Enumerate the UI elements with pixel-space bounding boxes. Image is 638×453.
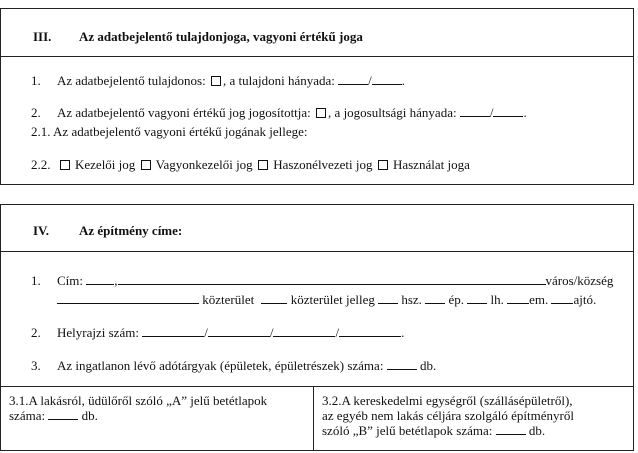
cell-a-attachments: 3.1.A lakásról, üdülőről szóló „A” jelű betétlapok száma: db. bbox=[1, 387, 314, 450]
section-4-title: Az építmény címe: bbox=[79, 223, 183, 238]
parcel-number-field-4[interactable] bbox=[339, 326, 401, 337]
staircase-field[interactable] bbox=[467, 293, 487, 304]
building-field[interactable] bbox=[425, 293, 445, 304]
b-attachment-count-field[interactable] bbox=[496, 424, 526, 435]
ownership-share-numerator-field[interactable] bbox=[338, 74, 368, 85]
postal-code-field[interactable] bbox=[86, 274, 114, 285]
section-3-header bbox=[1, 9, 633, 57]
door-field[interactable] bbox=[551, 293, 573, 304]
section-3-box: III. Az adatbejelentő tulajdonjoga, vagyoni értékű joga 1. Az adatbejelentő tulajdonos: , a tulajdoni hányada: / . 2. Az adatbejelentő vagyoni értékű jog jogosítottja: , a jogosultsági hányada: / . 2.1. Az adatbejelentő vagyoni értékű jogának jellege: 2.2. Kezelői jog Vagyonkezelői jog Haszonélvezeti jog Használat joga bbox=[0, 8, 634, 185]
kezeloi-jog-checkbox[interactable] bbox=[60, 160, 70, 170]
section-3-title: Az adatbejelentő tulajdonjoga, vagyoni értékű joga bbox=[79, 29, 363, 44]
right-holder-checkbox[interactable] bbox=[316, 108, 326, 118]
haszonelvezeti-jog-checkbox[interactable] bbox=[258, 160, 268, 170]
city-field[interactable] bbox=[118, 274, 546, 285]
house-number-field[interactable] bbox=[378, 293, 398, 304]
section-3-item-2-2: 2.2. Kezelői jog Vagyonkezelői jog Haszonélvezeti jog Használat joga bbox=[31, 157, 470, 172]
address-line-2: közterület közterület jelleg hsz. ép. lh. em. ajtó. bbox=[57, 292, 596, 308]
a-attachment-count-field[interactable] bbox=[48, 409, 78, 420]
vagyonkezeloi-jog-checkbox[interactable] bbox=[141, 160, 151, 170]
parcel-number-field-3[interactable] bbox=[273, 326, 335, 337]
street-type-field[interactable] bbox=[261, 293, 287, 304]
right-share-numerator-field[interactable] bbox=[460, 106, 490, 117]
attachment-counts-row bbox=[1, 386, 633, 450]
address-label: Cím: bbox=[57, 273, 84, 288]
section-4-header bbox=[1, 205, 633, 252]
owner-checkbox[interactable] bbox=[211, 76, 221, 86]
hasznalat-joga-checkbox[interactable] bbox=[378, 160, 388, 170]
floor-field[interactable] bbox=[507, 293, 529, 304]
ownership-share-denominator-field[interactable] bbox=[372, 74, 402, 85]
cell-b-attachments: 3.2.A kereskedelmi egységről (szállásépületről), az egyéb nem lakás céljára szolgáló építményről szóló „B” jelű betétlapok száma: db. bbox=[322, 393, 574, 438]
section-4-number: IV. bbox=[33, 223, 50, 238]
section-4-box: IV. Az építmény címe: 1. Cím: , város/község közterület közterület jelleg hsz. ép. lh. em. ajtó. 2. Helyrajzi szám: / / / . 3. Az ingatlanon lévő adótárgyak (épületek, épületrészek) száma: db. 3.1.A lakásról, üdülőről szóló „A” jelű betétlapok száma: db. 3.2.A kereskedelmi egységről (szállásépületről), az egyéb nem lakás céljára szolgáló építményről szóló „B” jelű betétlapok száma: db. bbox=[0, 204, 634, 451]
hasznalat-joga-label: Használat joga bbox=[392, 157, 470, 172]
right-share-denominator-field[interactable] bbox=[493, 106, 523, 117]
tax-objects-count-field[interactable] bbox=[387, 359, 417, 370]
section-3-number: III. bbox=[33, 29, 52, 44]
street-name-field[interactable] bbox=[57, 293, 199, 304]
haszonelvezeti-jog-label: Haszonélvezeti jog bbox=[273, 157, 373, 172]
parcel-number-field-1[interactable] bbox=[142, 326, 204, 337]
city-label: város/község bbox=[545, 273, 614, 288]
kezeloi-jog-label: Kezelői jog bbox=[75, 157, 136, 172]
vagyonkezeloi-jog-label: Vagyonkezelői jog bbox=[155, 157, 253, 172]
section-3-item-2-1: 2.1. Az adatbejelentő vagyoni értékű jogának jellege: bbox=[31, 124, 308, 139]
parcel-number-field-2[interactable] bbox=[208, 326, 270, 337]
